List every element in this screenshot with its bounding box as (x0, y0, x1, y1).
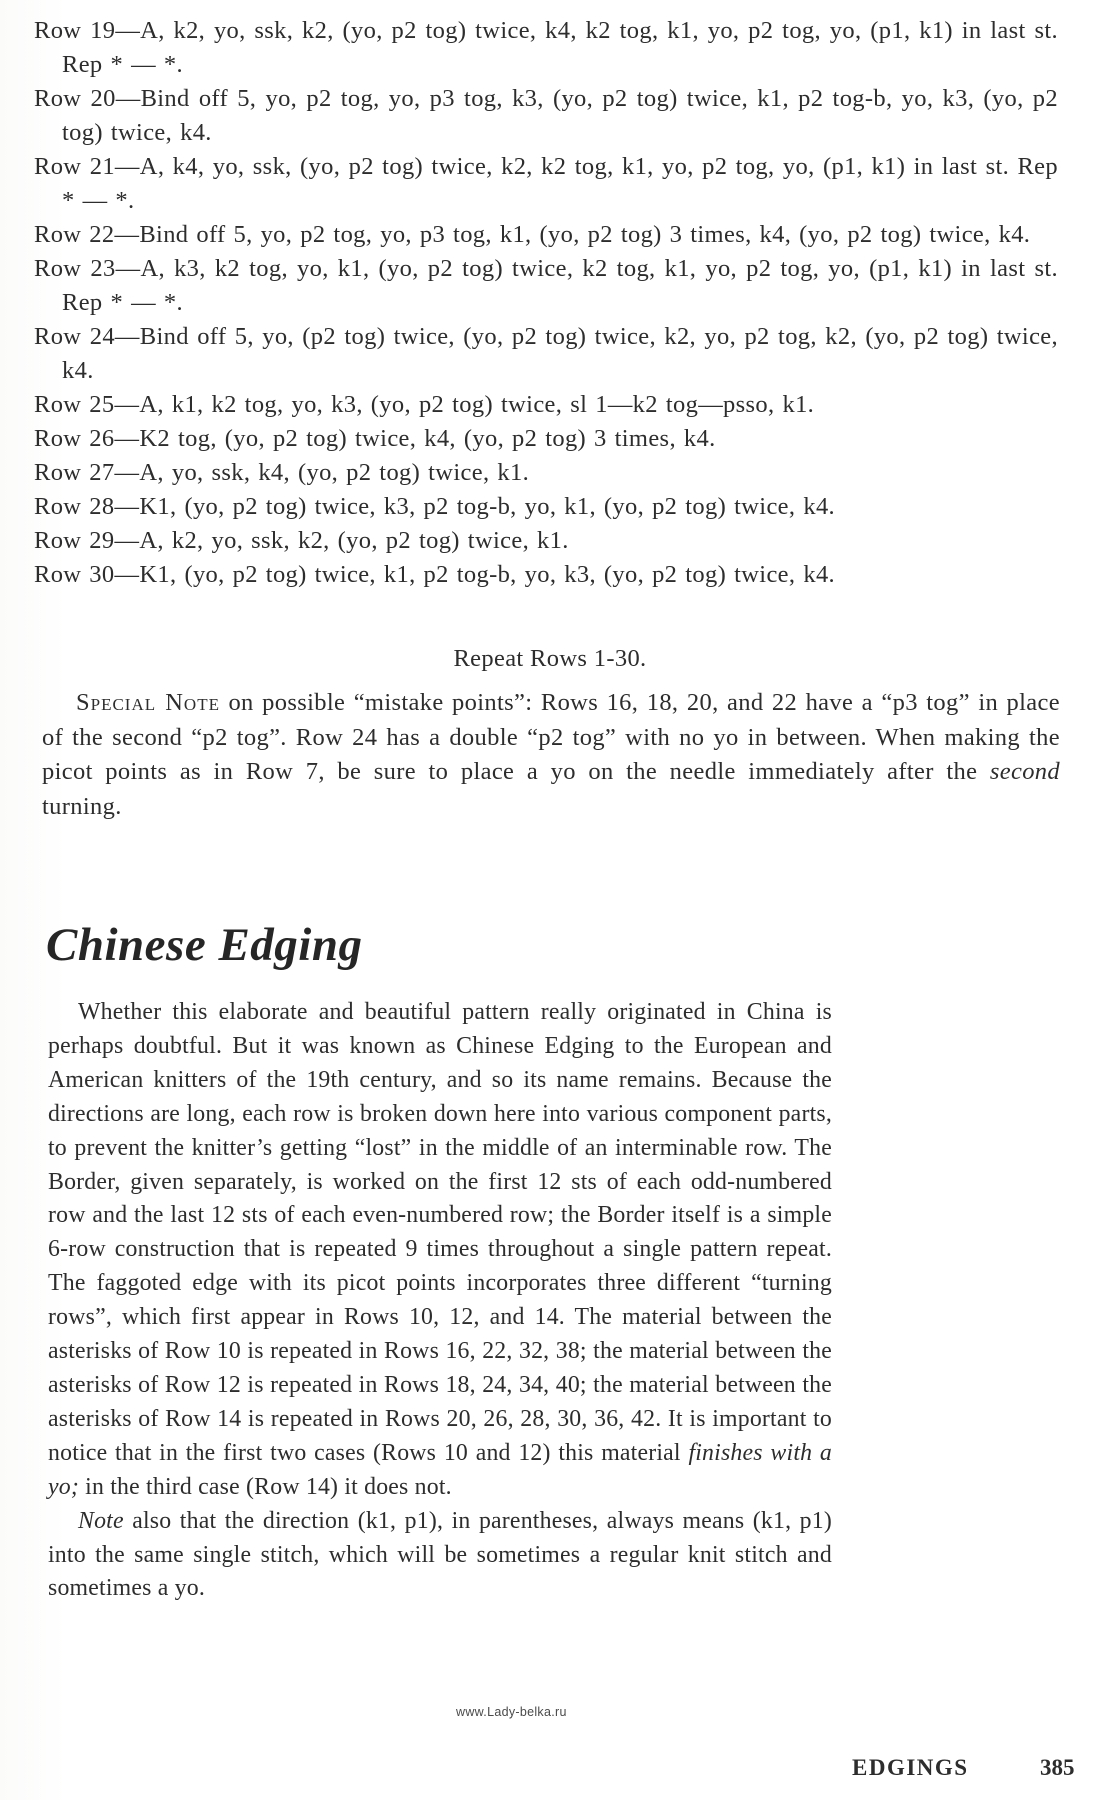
repeat-note: Repeat Rows 1-30. (453, 645, 647, 672)
row-26-instruction: Row 26—K2 tog, (yo, p2 tog) twice, k4, (yo, p2 tog) 3 times, k4. (34, 425, 716, 452)
page-number: 385 (1040, 1755, 1075, 1780)
intro-paragraph-tail: in the third case (Row 14) it does not. (79, 1473, 452, 1500)
special-note (42, 686, 1060, 824)
row-27-instruction: Row 27—A, yo, ssk, k4, (yo, p2 tog) twice, k1. (34, 459, 530, 486)
special-note-text: on possible “mistake points”: Rows 16, 18, 20, and 22 have a “p3 tog” in place of the second “p2 tog”. Row 24 has a double “p2 tog” with no yo in between. When making the picot points as in Row 7, be sure to place a yo on the needle immediately after the (42, 689, 1060, 785)
row-25-instruction: Row 25—A, k1, k2 tog, yo, k3, (yo, p2 tog) twice, sl 1—k2 tog—psso, k1. (34, 391, 815, 418)
row-22-instruction: Row 22—Bind off 5, yo, p2 tog, yo, p3 tog, k1, (yo, p2 tog) 3 times, k4, (yo, p2 tog) twice, k4. (34, 221, 1031, 248)
special-note-emphasis: second (989, 758, 1060, 785)
intro-paragraph-text: Whether this elaborate and beautiful pattern really originated in China is perhaps doubtful. But it was known as Chinese Edging to the European and American knitters of the 19th century, and so its name remains. Because the directions are long, each row is broken down here into various component parts, to prevent the knitter’s getting “lost” in the middle of an interminable row. The Border, given separately, is worked on the first 12 sts of each odd-numbered row and the last 12 sts of each even-numbered row; the Border itself is a simple 6-row construction that is repeated 9 times throughout a single pattern repeat. The faggoted edge with its picot points incorporates three different “turning rows”, which first appear in Rows 10, 12, and 14. The material between the asterisks of Row 10 is repeated in Rows 16, 22, 32, 38; the material between the asterisks of Row 12 is repeated in Rows 18, 24, 34, 40; the material between the asterisks of Row 14 is repeated in Rows 20, 26, 28, 30, 36, 42. It is important to notice that in the first two cases (Rows 10 and 12) this material (48, 999, 832, 1466)
intro-paragraph-emphasis: finishes with a yo; (48, 1439, 833, 1500)
intro-paragraph (48, 996, 832, 1505)
row-30-instruction: Row 30—K1, (yo, p2 tog) twice, k1, p2 tog-b, yo, k3, (yo, p2 tog) twice, k4. (34, 561, 836, 588)
special-note-tail: turning. (42, 792, 122, 820)
row-20-instruction: Row 20—Bind off 5, yo, p2 tog, yo, p3 tog, k3, (yo, p2 tog) twice, k1, p2 tog-b, yo, k3, (yo, p2 tog) twice, k4. (34, 85, 1058, 146)
note-paragraph-text: also that the direction (k1, p1), in parentheses, always means (k1, p1) into the same single stitch, which will be sometimes a regular knit stitch and sometimes a yo. (48, 1507, 832, 1602)
row-23-instruction: Row 23—A, k3, k2 tog, yo, k1, (yo, p2 tog) twice, k2 tog, k1, yo, p2 tog, yo, (p1, k1) in last st. Rep * — *. (34, 255, 1058, 316)
special-note-label: Special Note (76, 689, 220, 716)
row-19-instruction: Row 19—A, k2, yo, ssk, k2, (yo, p2 tog) twice, k4, k2 tog, k1, yo, p2 tog, yo, (p1, k1) in last st. Rep * — *. (34, 17, 1058, 78)
row-24-instruction: Row 24—Bind off 5, yo, (p2 tog) twice, (yo, p2 tog) twice, k2, yo, p2 tog, k2, (yo, p2 tog) twice, k4. (34, 323, 1058, 384)
row-28-instruction: Row 28—K1, (yo, p2 tog) twice, k3, p2 tog-b, yo, k1, (yo, p2 tog) twice, k4. (34, 493, 836, 520)
row-29-instruction: Row 29—A, k2, yo, ssk, k2, (yo, p2 tog) twice, k1. (34, 527, 569, 554)
section-intro (48, 996, 832, 1606)
section-title: Chinese Edging (46, 919, 363, 971)
pattern-rows (34, 14, 1058, 592)
note-paragraph (48, 1505, 832, 1607)
running-foot: EDGINGS (852, 1755, 969, 1780)
note-paragraph-emphasis: Note (78, 1507, 124, 1534)
watermark-url: www.Lady-belka.ru (456, 1705, 567, 1719)
row-21-instruction: Row 21—A, k4, yo, ssk, (yo, p2 tog) twice, k2, k2 tog, k1, yo, p2 tog, yo, (p1, k1) in last st. Rep * — *. (34, 153, 1058, 214)
